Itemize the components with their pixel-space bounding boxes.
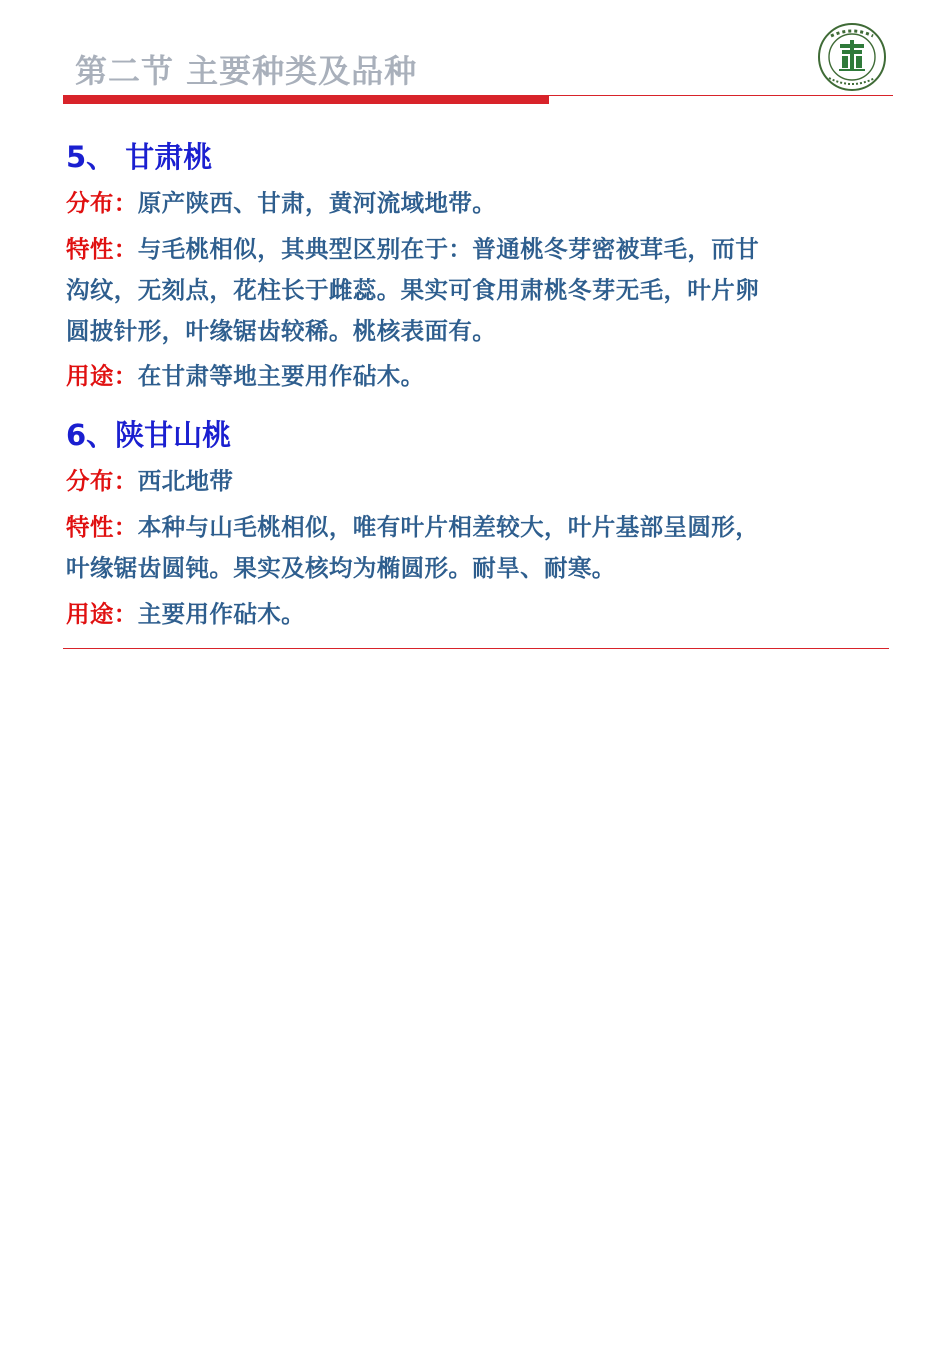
distribution-paragraph	[66, 183, 886, 224]
distribution-label: 分布：	[66, 467, 138, 495]
distribution-text: 西北地带	[137, 467, 234, 495]
page-title: 第二节 主要种类及品种	[75, 52, 418, 90]
usage-text: 主要用作砧木。	[137, 600, 306, 628]
traits-label: 特性：	[66, 513, 138, 541]
traits-text-line: 叶缘锯齿圆钝。果实及核均为椭圆形。耐旱、耐寒。	[66, 554, 616, 582]
usage-text: 在甘肃等地主要用作砧木。	[137, 362, 425, 390]
usage-label: 用途：	[66, 600, 138, 628]
bottom-divider	[63, 648, 889, 649]
distribution-text: 原产陕西、甘肃，黄河流域地带。	[137, 189, 497, 217]
distribution-label: 分布：	[66, 189, 138, 217]
traits-text-line: 沟纹，无刻点，花柱长于雌蕊。果实可食用肃桃冬芽无毛，叶片卵	[66, 276, 760, 304]
traits-paragraph	[66, 229, 886, 352]
traits-text-line: 圆披针形，叶缘锯齿较稀。桃核表面有。	[66, 317, 497, 345]
traits-paragraph	[66, 507, 886, 589]
traits-text-line: 本种与山毛桃相似，唯有叶片相差较大，叶片基部呈圆形，	[137, 513, 760, 541]
title-underline-thin	[549, 95, 893, 96]
usage-label: 用途：	[66, 362, 138, 390]
section-heading: 6、陕甘山桃	[66, 418, 232, 452]
usage-paragraph	[66, 356, 886, 397]
section-heading: 5、 甘肃桃	[66, 140, 213, 174]
usage-paragraph	[66, 594, 886, 635]
title-underline-thick	[63, 95, 549, 104]
university-seal-icon	[809, 22, 895, 92]
traits-text-line: 与毛桃相似，其典型区别在于：普通桃冬芽密被茸毛，而甘	[137, 235, 760, 263]
traits-label: 特性：	[66, 235, 138, 263]
distribution-paragraph	[66, 461, 886, 502]
